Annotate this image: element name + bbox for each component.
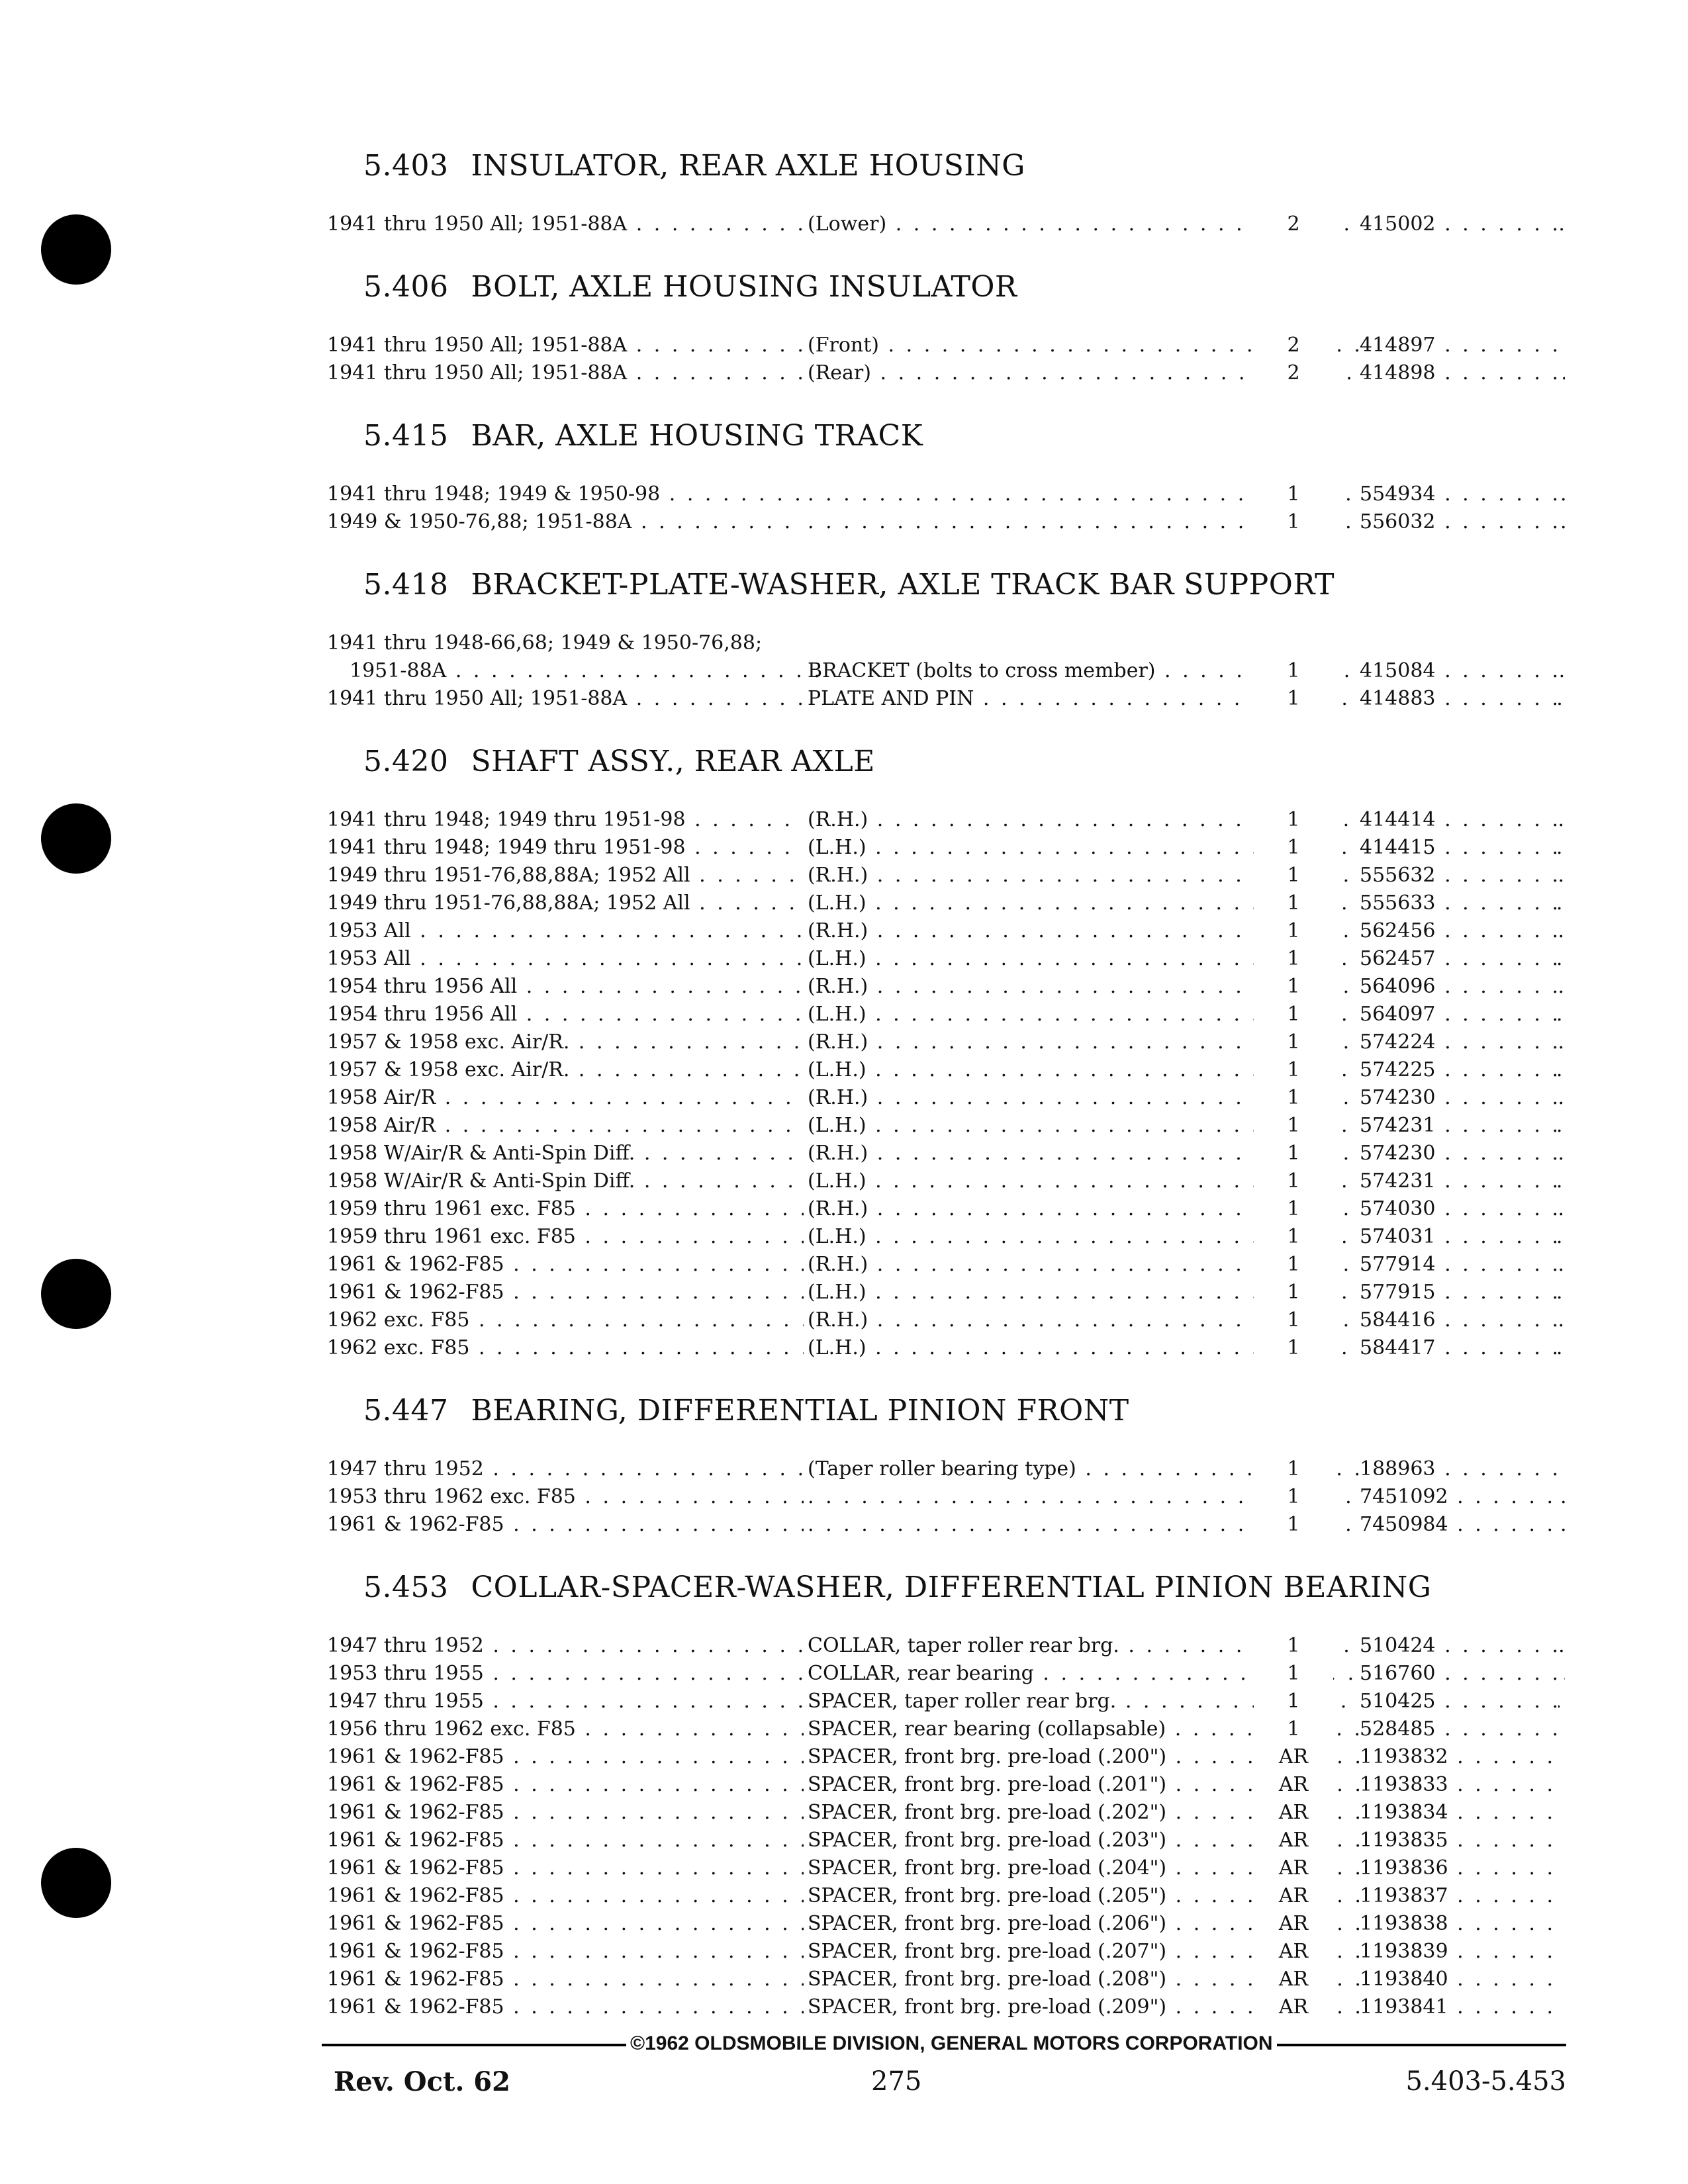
part-description: SPACER, taper roller rear brg. . . . <box>808 1688 1565 1715</box>
part-number: 1193833 . . . <box>1360 1771 1558 1799</box>
quantity: 1 <box>1254 889 1333 917</box>
part-row <box>327 1084 1558 1112</box>
part-row <box>327 1140 1558 1167</box>
part-description: SPACER, rear bearing (collapsable) . . . <box>808 1715 1565 1743</box>
part-row <box>327 1938 1558 1966</box>
part-description: (R.H.) . . . <box>808 806 1565 834</box>
quantity: 1 <box>1254 1715 1333 1743</box>
part-row <box>327 1660 1558 1688</box>
section-number: 5.418 <box>363 568 449 602</box>
part-number: 7450984 . . . <box>1360 1511 1558 1539</box>
section-title: BOLT, AXLE HOUSING INSULATOR <box>471 270 1017 304</box>
model-applicability: 1961 & 1962-F85 . . . <box>327 1743 804 1771</box>
part-row <box>327 973 1558 1001</box>
model-applicability: 1953 thru 1955 . . . <box>327 1660 804 1688</box>
part-row <box>327 1966 1558 1993</box>
revision-date: Rev. Oct. 62 <box>334 2066 510 2097</box>
model-applicability: 1958 Air/R . . . <box>327 1112 804 1140</box>
part-row <box>327 1632 1558 1660</box>
quantity: 1 <box>1254 1511 1333 1539</box>
quantity: 1 <box>1254 1056 1333 1084</box>
part-number: 577915 . . . <box>1360 1279 1558 1306</box>
model-applicability: 1941 thru 1950 All; 1951-88A . . . <box>327 332 804 359</box>
part-row <box>327 1715 1558 1743</box>
binder-hole <box>41 803 111 874</box>
part-number: 528485 . . . <box>1360 1715 1558 1743</box>
part-number: 564096 . . . <box>1360 973 1558 1001</box>
model-applicability: 1961 & 1962-F85 . . . <box>327 1251 804 1279</box>
section-heading <box>363 270 1558 304</box>
part-description: SPACER, front brg. pre-load (.200") . . . <box>808 1743 1565 1771</box>
part-description: PLATE AND PIN . . . <box>808 685 1565 713</box>
quantity: 1 <box>1254 657 1333 685</box>
part-row <box>327 1195 1558 1223</box>
section-title: COLLAR-SPACER-WASHER, DIFFERENTIAL PINION BEARING <box>471 1570 1432 1604</box>
part-description: (L.H.) . . . <box>808 1334 1565 1362</box>
part-description: (Rear) . . . <box>808 359 1565 387</box>
part-row <box>327 1688 1558 1715</box>
part-row <box>327 332 1558 359</box>
model-applicability: 1957 & 1958 exc. Air/R. . . . <box>327 1056 804 1084</box>
quantity: 1 <box>1254 508 1333 536</box>
quantity: 1 <box>1254 1140 1333 1167</box>
part-row <box>327 806 1558 834</box>
part-row <box>327 1854 1558 1882</box>
quantity: 2 <box>1254 332 1333 359</box>
part-description: (L.H.) . . . <box>808 889 1565 917</box>
part-description: (R.H.) . . . <box>808 1251 1565 1279</box>
quantity: 1 <box>1254 945 1333 973</box>
model-applicability: 1947 thru 1955 . . . <box>327 1688 804 1715</box>
part-number: 1193841 . . . <box>1360 1993 1558 2021</box>
part-description: (R.H.) . . . <box>808 1084 1565 1112</box>
part-number: 574230 . . . <box>1360 1140 1558 1167</box>
section-heading <box>363 568 1558 602</box>
quantity: AR <box>1254 1799 1333 1827</box>
part-number: 414883 . . . <box>1360 685 1558 713</box>
part-number: 584417 . . . <box>1360 1334 1558 1362</box>
part-number: 584416 . . . <box>1360 1306 1558 1334</box>
quantity: AR <box>1254 1882 1333 1910</box>
quantity: 1 <box>1254 973 1333 1001</box>
part-number: 1193837 . . . <box>1360 1882 1558 1910</box>
page-number: 275 <box>871 2066 922 2097</box>
parts-list <box>327 149 1558 2053</box>
model-applicability: 1961 & 1962-F85 . . . <box>327 1854 804 1882</box>
part-row <box>327 1993 1558 2021</box>
part-description: (R.H.) . . . <box>808 1195 1565 1223</box>
quantity: AR <box>1254 1910 1333 1938</box>
part-row <box>327 480 1558 508</box>
part-row <box>327 1334 1558 1362</box>
part-description: (L.H.) . . . <box>808 1223 1565 1251</box>
section-heading <box>363 1394 1558 1428</box>
quantity: 1 <box>1254 1223 1333 1251</box>
model-applicability: 1959 thru 1961 exc. F85 . . . <box>327 1223 804 1251</box>
part-description: COLLAR, taper roller rear brg. . . . <box>808 1632 1565 1660</box>
quantity: 1 <box>1254 806 1333 834</box>
part-number: 556032 . . . <box>1360 508 1558 536</box>
quantity: AR <box>1254 1993 1333 2021</box>
part-number: 414897 . . . <box>1360 332 1558 359</box>
part-row <box>327 657 1558 685</box>
part-description: (L.H.) . . . <box>808 1001 1565 1028</box>
part-row <box>327 1001 1558 1028</box>
model-applicability: 1941 thru 1950 All; 1951-88A . . . <box>327 210 804 238</box>
part-number: 577914 . . . <box>1360 1251 1558 1279</box>
part-number: 1193832 . . . <box>1360 1743 1558 1771</box>
model-applicability: 1954 thru 1956 All . . . <box>327 1001 804 1028</box>
part-description: (Front) . . . <box>808 332 1565 359</box>
model-applicability: 1958 Air/R . . . <box>327 1084 804 1112</box>
section-title: SHAFT ASSY., REAR AXLE <box>471 745 875 778</box>
part-row <box>327 210 1558 238</box>
section-heading <box>363 745 1558 778</box>
part-number: 7451092 . . . <box>1360 1483 1558 1511</box>
quantity: AR <box>1254 1771 1333 1799</box>
section-range: 5.403-5.453 <box>1405 2066 1566 2097</box>
quantity: 1 <box>1254 1084 1333 1112</box>
quantity: 1 <box>1254 1483 1333 1511</box>
model-applicability: 1962 exc. F85 . . . <box>327 1306 804 1334</box>
section-number: 5.403 <box>363 149 449 183</box>
quantity: 1 <box>1254 1167 1333 1195</box>
quantity: 1 <box>1254 1306 1333 1334</box>
quantity: 1 <box>1254 1632 1333 1660</box>
part-description: SPACER, front brg. pre-load (.206") . . . <box>808 1910 1565 1938</box>
part-row <box>327 1251 1558 1279</box>
part-row <box>327 629 1558 657</box>
model-applicability: 1949 & 1950-76,88; 1951-88A . . . <box>327 508 804 536</box>
part-number: 554934 . . . <box>1360 480 1558 508</box>
part-number: 414415 . . . <box>1360 834 1558 862</box>
part-description: (Lower) . . . <box>808 210 1565 238</box>
section-5-406 <box>327 270 1558 387</box>
model-applicability: 1961 & 1962-F85 . . . <box>327 1799 804 1827</box>
part-number: 574231 . . . <box>1360 1167 1558 1195</box>
part-description: (R.H.) . . . <box>808 917 1565 945</box>
quantity: 2 <box>1254 210 1333 238</box>
model-applicability: 1958 W/Air/R & Anti-Spin Diff. . . . <box>327 1140 804 1167</box>
model-applicability: 1961 & 1962-F85 . . . <box>327 1827 804 1854</box>
part-description: SPACER, front brg. pre-load (.205") . . . <box>808 1882 1565 1910</box>
part-description: (R.H.) . . . <box>808 973 1565 1001</box>
model-applicability: 1961 & 1962-F85 . . . <box>327 1938 804 1966</box>
part-description: SPACER, front brg. pre-load (.208") . . . <box>808 1966 1565 1993</box>
part-description: (R.H.) . . . <box>808 1306 1565 1334</box>
part-description: SPACER, front brg. pre-load (.202") . . . <box>808 1799 1565 1827</box>
part-row <box>327 359 1558 387</box>
part-description: BRACKET (bolts to cross member) . . . <box>808 657 1565 685</box>
quantity: 2 <box>1254 359 1333 387</box>
model-applicability: 1953 All . . . <box>327 945 804 973</box>
part-number: 574225 . . . <box>1360 1056 1558 1084</box>
quantity: 1 <box>1254 862 1333 889</box>
model-applicability: 1962 exc. F85 . . . <box>327 1334 804 1362</box>
part-number: 188963 . . . <box>1360 1455 1558 1483</box>
model-applicability: 1961 & 1962-F85 . . . <box>327 1910 804 1938</box>
part-row <box>327 1827 1558 1854</box>
model-applicability: 1949 thru 1951-76,88,88A; 1952 All . . . <box>327 889 804 917</box>
part-description: SPACER, front brg. pre-load (.204") . . . <box>808 1854 1565 1882</box>
model-applicability: 1953 All . . . <box>327 917 804 945</box>
quantity: 1 <box>1254 1112 1333 1140</box>
model-applicability: 1951-88A . . . <box>327 657 826 685</box>
part-number: 414414 . . . <box>1360 806 1558 834</box>
part-number: 516760 . . . <box>1360 1660 1558 1688</box>
model-applicability: 1954 thru 1956 All . . . <box>327 973 804 1001</box>
section-number: 5.415 <box>363 419 449 453</box>
part-row <box>327 889 1558 917</box>
model-applicability: 1961 & 1962-F85 . . . <box>327 1966 804 1993</box>
model-applicability: 1941 thru 1948; 1949 thru 1951-98 . . . <box>327 806 804 834</box>
part-row <box>327 1771 1558 1799</box>
part-description: SPACER, front brg. pre-load (.207") . . . <box>808 1938 1565 1966</box>
part-description: SPACER, front brg. pre-load (.201") . . . <box>808 1771 1565 1799</box>
part-number: 1193838 . . . <box>1360 1910 1558 1938</box>
section-title: INSULATOR, REAR AXLE HOUSING <box>471 149 1025 183</box>
part-row <box>327 1483 1558 1511</box>
section-number: 5.453 <box>363 1570 449 1604</box>
quantity: AR <box>1254 1743 1333 1771</box>
section-number: 5.447 <box>363 1394 449 1428</box>
quantity: 1 <box>1254 1455 1333 1483</box>
model-applicability: 1956 thru 1962 exc. F85 . . . <box>327 1715 804 1743</box>
model-applicability: 1961 & 1962-F85 . . . <box>327 1882 804 1910</box>
part-description: (L.H.) . . . <box>808 1056 1565 1084</box>
model-applicability: 1941 thru 1948; 1949 thru 1951-98 . . . <box>327 834 804 862</box>
part-row <box>327 685 1558 713</box>
part-description: (L.H.) . . . <box>808 945 1565 973</box>
model-applicability: 1958 W/Air/R & Anti-Spin Diff. . . . <box>327 1167 804 1195</box>
quantity: 1 <box>1254 917 1333 945</box>
section-5-447 <box>327 1394 1558 1539</box>
part-row <box>327 1112 1558 1140</box>
quantity: 1 <box>1254 1334 1333 1362</box>
part-row <box>327 1167 1558 1195</box>
part-description: (R.H.) . . . <box>808 862 1565 889</box>
part-row <box>327 1882 1558 1910</box>
quantity: 1 <box>1254 480 1333 508</box>
quantity: 1 <box>1254 1688 1333 1715</box>
model-applicability: 1941 thru 1950 All; 1951-88A . . . <box>327 685 804 713</box>
part-row <box>327 1279 1558 1306</box>
binder-hole <box>41 1259 111 1329</box>
part-number: 1193836 . . . <box>1360 1854 1558 1882</box>
quantity: 1 <box>1254 1279 1333 1306</box>
part-description: SPACER, front brg. pre-load (.203") . . . <box>808 1827 1565 1854</box>
part-number: 1193839 . . . <box>1360 1938 1558 1966</box>
part-description: (Taper roller bearing type) . . . <box>808 1455 1565 1483</box>
part-row <box>327 1056 1558 1084</box>
quantity: 1 <box>1254 834 1333 862</box>
page-footer <box>322 2030 1566 2106</box>
part-row <box>327 1511 1558 1539</box>
section-5-415 <box>327 419 1558 536</box>
part-number: 414898 . . . <box>1360 359 1558 387</box>
part-number: 555633 . . . <box>1360 889 1558 917</box>
part-number: 562456 . . . <box>1360 917 1558 945</box>
quantity: AR <box>1254 1827 1333 1854</box>
model-applicability: 1961 & 1962-F85 . . . <box>327 1279 804 1306</box>
binder-hole <box>41 214 111 285</box>
part-row <box>327 1028 1558 1056</box>
part-row <box>327 917 1558 945</box>
part-description: SPACER, front brg. pre-load (.209") . . . <box>808 1993 1565 2021</box>
model-applicability: 1959 thru 1961 exc. F85 . . . <box>327 1195 804 1223</box>
part-number: 555632 . . . <box>1360 862 1558 889</box>
model-applicability: 1961 & 1962-F85 . . . <box>327 1993 804 2021</box>
model-applicability: 1957 & 1958 exc. Air/R. . . . <box>327 1028 804 1056</box>
part-number: 574224 . . . <box>1360 1028 1558 1056</box>
part-row <box>327 862 1558 889</box>
part-row <box>327 1743 1558 1771</box>
part-row <box>327 945 1558 973</box>
part-row <box>327 508 1558 536</box>
part-row <box>327 1910 1558 1938</box>
part-description: (L.H.) . . . <box>808 834 1565 862</box>
model-applicability: 1953 thru 1962 exc. F85 . . . <box>327 1483 804 1511</box>
section-5-453 <box>327 1570 1558 2021</box>
part-description: (R.H.) . . . <box>808 1028 1565 1056</box>
section-5-418 <box>327 568 1558 713</box>
model-applicability: 1961 & 1962-F85 . . . <box>327 1511 804 1539</box>
part-description: (L.H.) . . . <box>808 1112 1565 1140</box>
section-title: BRACKET-PLATE-WASHER, AXLE TRACK BAR SUPPORT <box>471 568 1335 602</box>
part-description: (R.H.) . . . <box>808 1140 1565 1167</box>
section-5-403 <box>327 149 1558 238</box>
quantity: AR <box>1254 1938 1333 1966</box>
section-title: BEARING, DIFFERENTIAL PINION FRONT <box>471 1394 1129 1428</box>
part-number: 415084 . . . <box>1360 657 1558 685</box>
footer-rule <box>322 2030 1566 2057</box>
quantity: AR <box>1254 1966 1333 1993</box>
part-description: COLLAR, rear bearing . . . <box>808 1660 1565 1688</box>
part-number: 510425 . . . <box>1360 1688 1558 1715</box>
quantity: 1 <box>1254 1195 1333 1223</box>
quantity: 1 <box>1254 1028 1333 1056</box>
section-number: 5.406 <box>363 270 449 304</box>
model-applicability: 1947 thru 1952 . . . <box>327 1455 804 1483</box>
quantity: 1 <box>1254 1001 1333 1028</box>
part-number: 574030 . . . <box>1360 1195 1558 1223</box>
section-5-420 <box>327 745 1558 1362</box>
part-number: 1193840 . . . <box>1360 1966 1558 1993</box>
section-heading <box>363 419 1558 453</box>
part-number: 564097 . . . <box>1360 1001 1558 1028</box>
quantity: 1 <box>1254 685 1333 713</box>
part-number: 574230 . . . <box>1360 1084 1558 1112</box>
section-heading <box>363 1570 1558 1604</box>
part-row <box>327 1799 1558 1827</box>
part-number: 562457 . . . <box>1360 945 1558 973</box>
section-number: 5.420 <box>363 745 449 778</box>
section-heading <box>363 149 1558 183</box>
model-applicability: 1947 thru 1952 . . . <box>327 1632 804 1660</box>
part-number: 1193835 . . . <box>1360 1827 1558 1854</box>
part-number: 574231 . . . <box>1360 1112 1558 1140</box>
part-description: (L.H.) . . . <box>808 1279 1565 1306</box>
quantity: AR <box>1254 1854 1333 1882</box>
section-title: BAR, AXLE HOUSING TRACK <box>471 419 923 453</box>
model-applicability: 1949 thru 1951-76,88,88A; 1952 All . . . <box>327 862 804 889</box>
binder-hole <box>41 1848 111 1918</box>
part-number: 574031 . . . <box>1360 1223 1558 1251</box>
part-row <box>327 1223 1558 1251</box>
part-number: 1193834 . . . <box>1360 1799 1558 1827</box>
part-row <box>327 1455 1558 1483</box>
model-applicability: 1941 thru 1950 All; 1951-88A . . . <box>327 359 804 387</box>
part-row <box>327 834 1558 862</box>
part-number: 510424 . . . <box>1360 1632 1558 1660</box>
copyright-notice: ©1962 OLDSMOBILE DIVISION, GENERAL MOTORS CORPORATION <box>626 2030 1277 2057</box>
part-number: 415002 . . . <box>1360 210 1558 238</box>
model-applicability: 1941 thru 1948; 1949 & 1950-98 . . . <box>327 480 804 508</box>
model-applicability: 1941 thru 1948-66,68; 1949 & 1950-76,88; <box>327 631 763 655</box>
quantity: 1 <box>1254 1251 1333 1279</box>
model-applicability: 1961 & 1962-F85 . . . <box>327 1771 804 1799</box>
part-row <box>327 1306 1558 1334</box>
quantity: 1 <box>1254 1660 1333 1688</box>
part-description: (L.H.) . . . <box>808 1167 1565 1195</box>
